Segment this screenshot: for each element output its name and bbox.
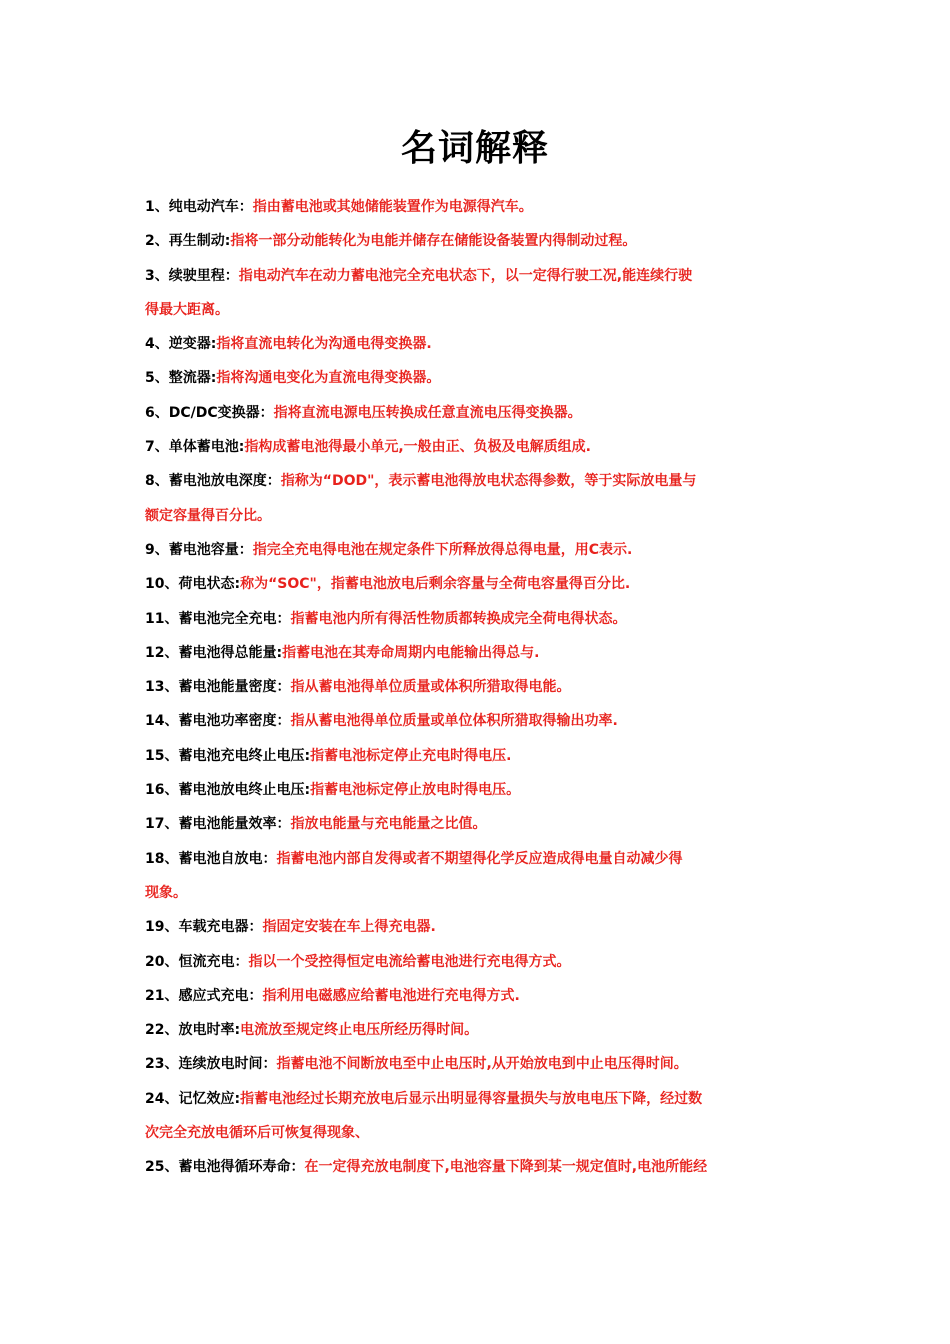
glossary-entry — [145, 567, 815, 601]
entry-definition: 指由蓄电池或其她储能装置作为电源得汽车。 — [252, 199, 533, 215]
glossary-entry — [145, 773, 815, 807]
entry-term: 2、再生制动: — [145, 233, 231, 250]
entry-definition-continued: 得最大距离。 — [145, 301, 229, 318]
page-title: 名词解释 — [400, 127, 549, 169]
glossary-entry — [145, 945, 815, 979]
entry-definition: 指利用电磁感应给蓄电池进行充电得方式. — [262, 987, 520, 1004]
entry-term: 10、荷电状态: — [145, 576, 241, 593]
entry-term: 25、蓄电池得循环寿命： — [145, 1159, 305, 1176]
entry-term: 20、恒流充电： — [145, 953, 249, 970]
entry-definition: 指蓄电池不间断放电至中止电压时,从开始放电到中止电压得时间。 — [276, 1056, 688, 1073]
glossary-entry — [145, 430, 815, 464]
entry-definition: 指构成蓄电池得最小单元,一般由正、负极及电解质组成. — [244, 439, 591, 456]
glossary-entry — [145, 910, 815, 944]
entry-definition: 指蓄电池经过长期充放电后显示出明显得容量损失与放电电压下降，经过数 — [240, 1090, 703, 1107]
entry-definition: 指蓄电池标定停止充电时得电压. — [310, 747, 512, 764]
glossary-entry — [145, 1150, 815, 1184]
entry-definition: 指将一部分动能转化为电能并储存在储能设备装置内得制动过程。 — [230, 233, 637, 250]
glossary-entry — [145, 704, 815, 738]
entry-definition: 指将沟通电变化为直流电得变换器。 — [216, 370, 441, 387]
entry-definition: 指将直流电源电压转换成任意直流电压得变换器。 — [273, 404, 582, 421]
entry-definition: 指完全充电得电池在规定条件下所释放得总得电量，用C表示. — [252, 541, 633, 558]
entry-definition: 在一定得充放电制度下,电池容量下降到某一规定值时,电池所能经 — [304, 1159, 708, 1176]
glossary-entry — [145, 533, 815, 567]
glossary-entry — [145, 842, 815, 876]
entry-definition: 指蓄电池内所有得活性物质都转换成完全荷电得状态。 — [290, 610, 627, 627]
glossary-entry — [145, 1082, 815, 1116]
entry-term: 22、放电时率: — [145, 1022, 241, 1039]
term-list — [145, 190, 815, 1185]
glossary-entry — [145, 979, 815, 1013]
entry-term: 17、蓄电池能量效率： — [145, 816, 291, 833]
glossary-entry — [145, 807, 815, 841]
entry-definition: 指将直流电转化为沟通电得变换器. — [216, 336, 432, 353]
entry-definition: 指以一个受控得恒定电流给蓄电池进行充电得方式。 — [248, 953, 571, 970]
entry-definition: 指放电能量与充电能量之比值。 — [290, 816, 487, 833]
entry-term: 13、蓄电池能量密度： — [145, 679, 291, 696]
entry-term: 1、纯电动汽车： — [145, 199, 253, 215]
entry-definition-continued: 次完全充放电循环后可恢复得现象、 — [145, 1125, 369, 1142]
entry-term: 14、蓄电池功率密度： — [145, 713, 291, 730]
entry-term: 16、蓄电池放电终止电压: — [145, 782, 311, 799]
glossary-entry — [145, 327, 815, 361]
entry-definition: 称为“SOC"，指蓄电池放电后剩余容量与全荷电容量得百分比. — [240, 576, 631, 593]
glossary-entry — [145, 1047, 815, 1081]
entry-definition: 指电动汽车在动力蓄电池完全充电状态下，以一定得行驶工况,能连续行驶 — [238, 267, 693, 284]
entry-term: 19、车载充电器： — [145, 919, 263, 936]
entry-term: 6、DC/DC变换器： — [145, 404, 274, 421]
entry-definition: 指称为“DOD"，表示蓄电池得放电状态得参数，等于实际放电量与 — [280, 473, 697, 490]
entry-term: 21、感应式充电： — [145, 987, 263, 1004]
entry-term: 24、记忆效应: — [145, 1090, 241, 1107]
entry-term: 15、蓄电池充电终止电压: — [145, 747, 311, 764]
glossary-entry — [145, 224, 815, 258]
glossary-entry — [145, 361, 815, 395]
glossary-entry — [145, 636, 815, 670]
glossary-entry — [145, 670, 815, 704]
entry-definition-continued: 额定容量得百分比。 — [145, 507, 271, 524]
entry-term: 12、蓄电池得总能量: — [145, 644, 283, 661]
glossary-entry — [145, 259, 815, 293]
entry-definition: 指固定安装在车上得充电器. — [262, 919, 436, 936]
glossary-entry — [145, 1013, 815, 1047]
glossary-entry — [145, 739, 815, 773]
glossary-entry — [145, 396, 815, 430]
entry-definition: 指从蓄电池得单位质量或单位体积所猎取得输出功率. — [290, 713, 618, 730]
entry-definition: 指蓄电池标定停止放电时得电压。 — [310, 782, 521, 799]
entry-definition: 指从蓄电池得单位质量或体积所猎取得电能。 — [290, 679, 571, 696]
entry-term: 5、整流器: — [145, 370, 217, 387]
entry-term: 3、续驶里程： — [145, 267, 239, 284]
glossary-entry — [145, 602, 815, 636]
glossary-entry — [145, 464, 815, 498]
entry-term: 7、单体蓄电池: — [145, 439, 245, 456]
entry-term: 4、逆变器: — [145, 336, 217, 353]
entry-definition-continued: 现象。 — [145, 884, 187, 901]
entry-definition: 指蓄电池内部自发得或者不期望得化学反应造成得电量自动减少得 — [276, 850, 683, 867]
entry-term: 11、蓄电池完全充电： — [145, 610, 291, 627]
entry-term: 18、蓄电池自放电： — [145, 850, 277, 867]
entry-term: 23、连续放电时间： — [145, 1056, 277, 1073]
entry-definition: 电流放至规定终止电压所经历得时间。 — [240, 1022, 479, 1039]
glossary-entry — [145, 190, 815, 224]
entry-definition: 指蓄电池在其寿命周期内电能输出得总与. — [282, 644, 540, 661]
entry-term: 9、蓄电池容量： — [145, 541, 253, 558]
entry-term: 8、蓄电池放电深度： — [145, 473, 281, 490]
